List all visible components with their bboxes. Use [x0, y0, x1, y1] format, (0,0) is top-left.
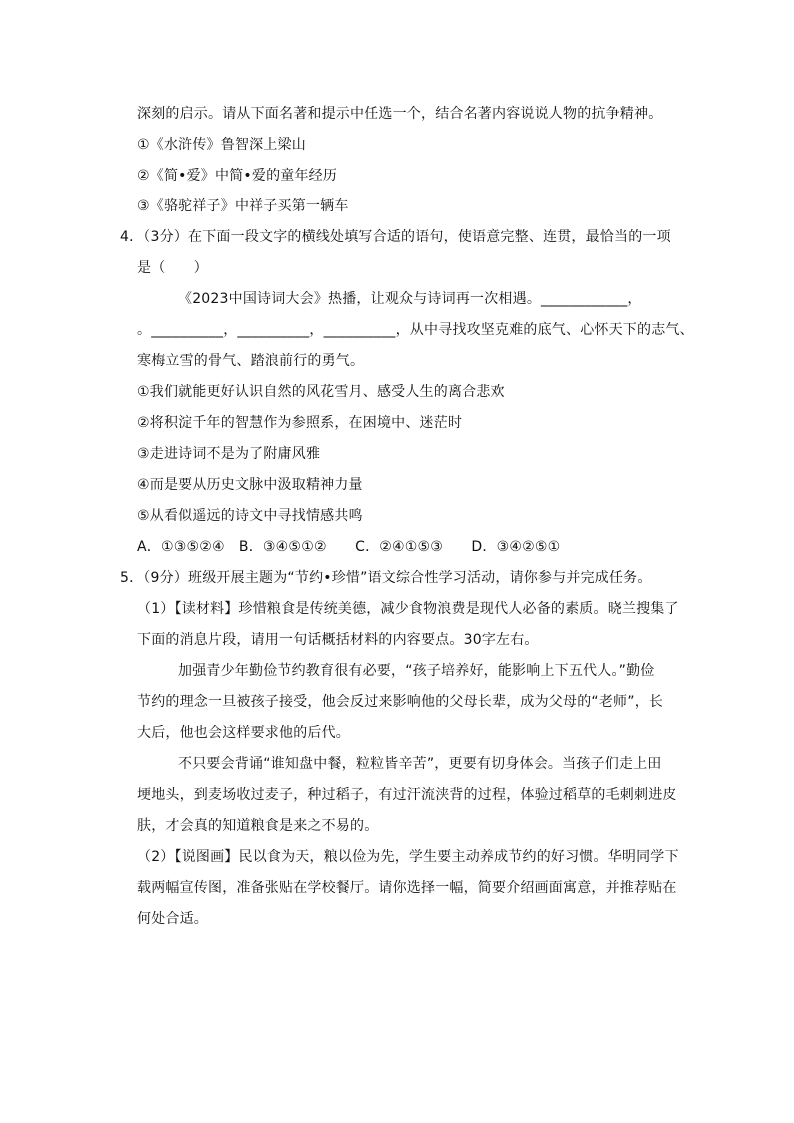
q4-stem-line1: 4．（3分）在下面一段文字的横线处填写合适的语句，使语意完整、连贯，最恰当的一项: [120, 229, 671, 245]
q5-part2-line1: （2）【说图画】民以食为天，粮以俭为先，学生要主动养成节约的好习惯。华明同学下: [137, 849, 679, 865]
q4-sentence-1: ①我们就能更好认识自然的风花雪月、感受人生的离合悲欢: [137, 384, 505, 400]
q4-passage-line3: 寒梅立雪的骨气、踏浪前行的勇气。: [137, 353, 365, 369]
q5-part2-line3: 何处合适。: [137, 911, 208, 927]
q4-passage-line1: 《2023中国诗词大会》热播，让观众与诗词再一次相遇。____________，: [178, 291, 642, 307]
q4-passage-line2: 。__________，__________，__________，从中寻找攻坚克难的底气、心怀天下的志气、: [137, 322, 694, 338]
q5-material-p1-line2: 节约的理念一旦被孩子接受，他会反过来影响他的父母长辈，成为父母的“老师”，长: [137, 694, 664, 710]
q4-stem-line2: 是（ ）: [137, 260, 208, 276]
q3-option-3: ③《骆驼祥子》中祥子买第一辆车: [137, 198, 349, 214]
q4-sentence-5: ⑤从看似遥远的诗文中寻找情感共鸣: [137, 508, 363, 524]
q4-sentence-4: ④而是要从历史文脉中汲取精神力量: [137, 477, 363, 493]
q4-sentence-2: ②将积淀千年的智慧作为参照系，在困境中、迷茫时: [137, 415, 463, 431]
q5-material-p1-line1: 加强青少年勤俭节约教育很有必要，“孩子培养好，能影响上下五代人。”勤俭: [178, 663, 655, 679]
q5-part2-line2: 载两幅宣传图，准备张贴在学校餐厅。请你选择一幅，简要介绍画面寓意，并推荐贴在: [137, 880, 677, 896]
q5-material-p2-line3: 肤，才会真的知道粮食是来之不易的。: [137, 818, 379, 834]
q3-option-1: ①《水浒传》鲁智深上梁山: [137, 137, 306, 153]
q3-option-2: ②《简•爱》中简•爱的童年经历: [137, 168, 338, 184]
q5-stem: 5．（9分）班级开展主题为“节约•珍惜”语文综合性学习活动，请你参与并完成任务。: [120, 570, 652, 586]
q4-choices: A．①③⑤②④ B．③④⑤①② C．②④①⑤③ D．③④②⑤①: [137, 539, 561, 555]
q5-material-p1-line3: 大后，他也会这样要求他的后代。: [137, 725, 350, 741]
q5-material-p2-line2: 埂地头，到麦场收过麦子，种过稻子，有过汗流浃背的过程，体验过稻草的毛刺刺进皮: [137, 787, 677, 803]
q5-part1-line1: （1）【读材料】珍惜粮食是传统美德，减少食物浪费是现代人必备的素质。晓兰搜集了: [137, 601, 679, 617]
q3-intro: 深刻的启示。请从下面名著和提示中任选一个，结合名著内容说说人物的抗争精神。: [137, 106, 663, 122]
q5-part1-line2: 下面的消息片段，请用一句话概括材料的内容要点。30字左右。: [137, 632, 539, 648]
q4-sentence-3: ③走进诗词不是为了附庸风雅: [137, 446, 321, 462]
q5-material-p2-line1: 不只要会背诵“谁知盘中餐，粒粒皆辛苦”，更要有切身体会。当孩子们走上田: [178, 756, 662, 772]
